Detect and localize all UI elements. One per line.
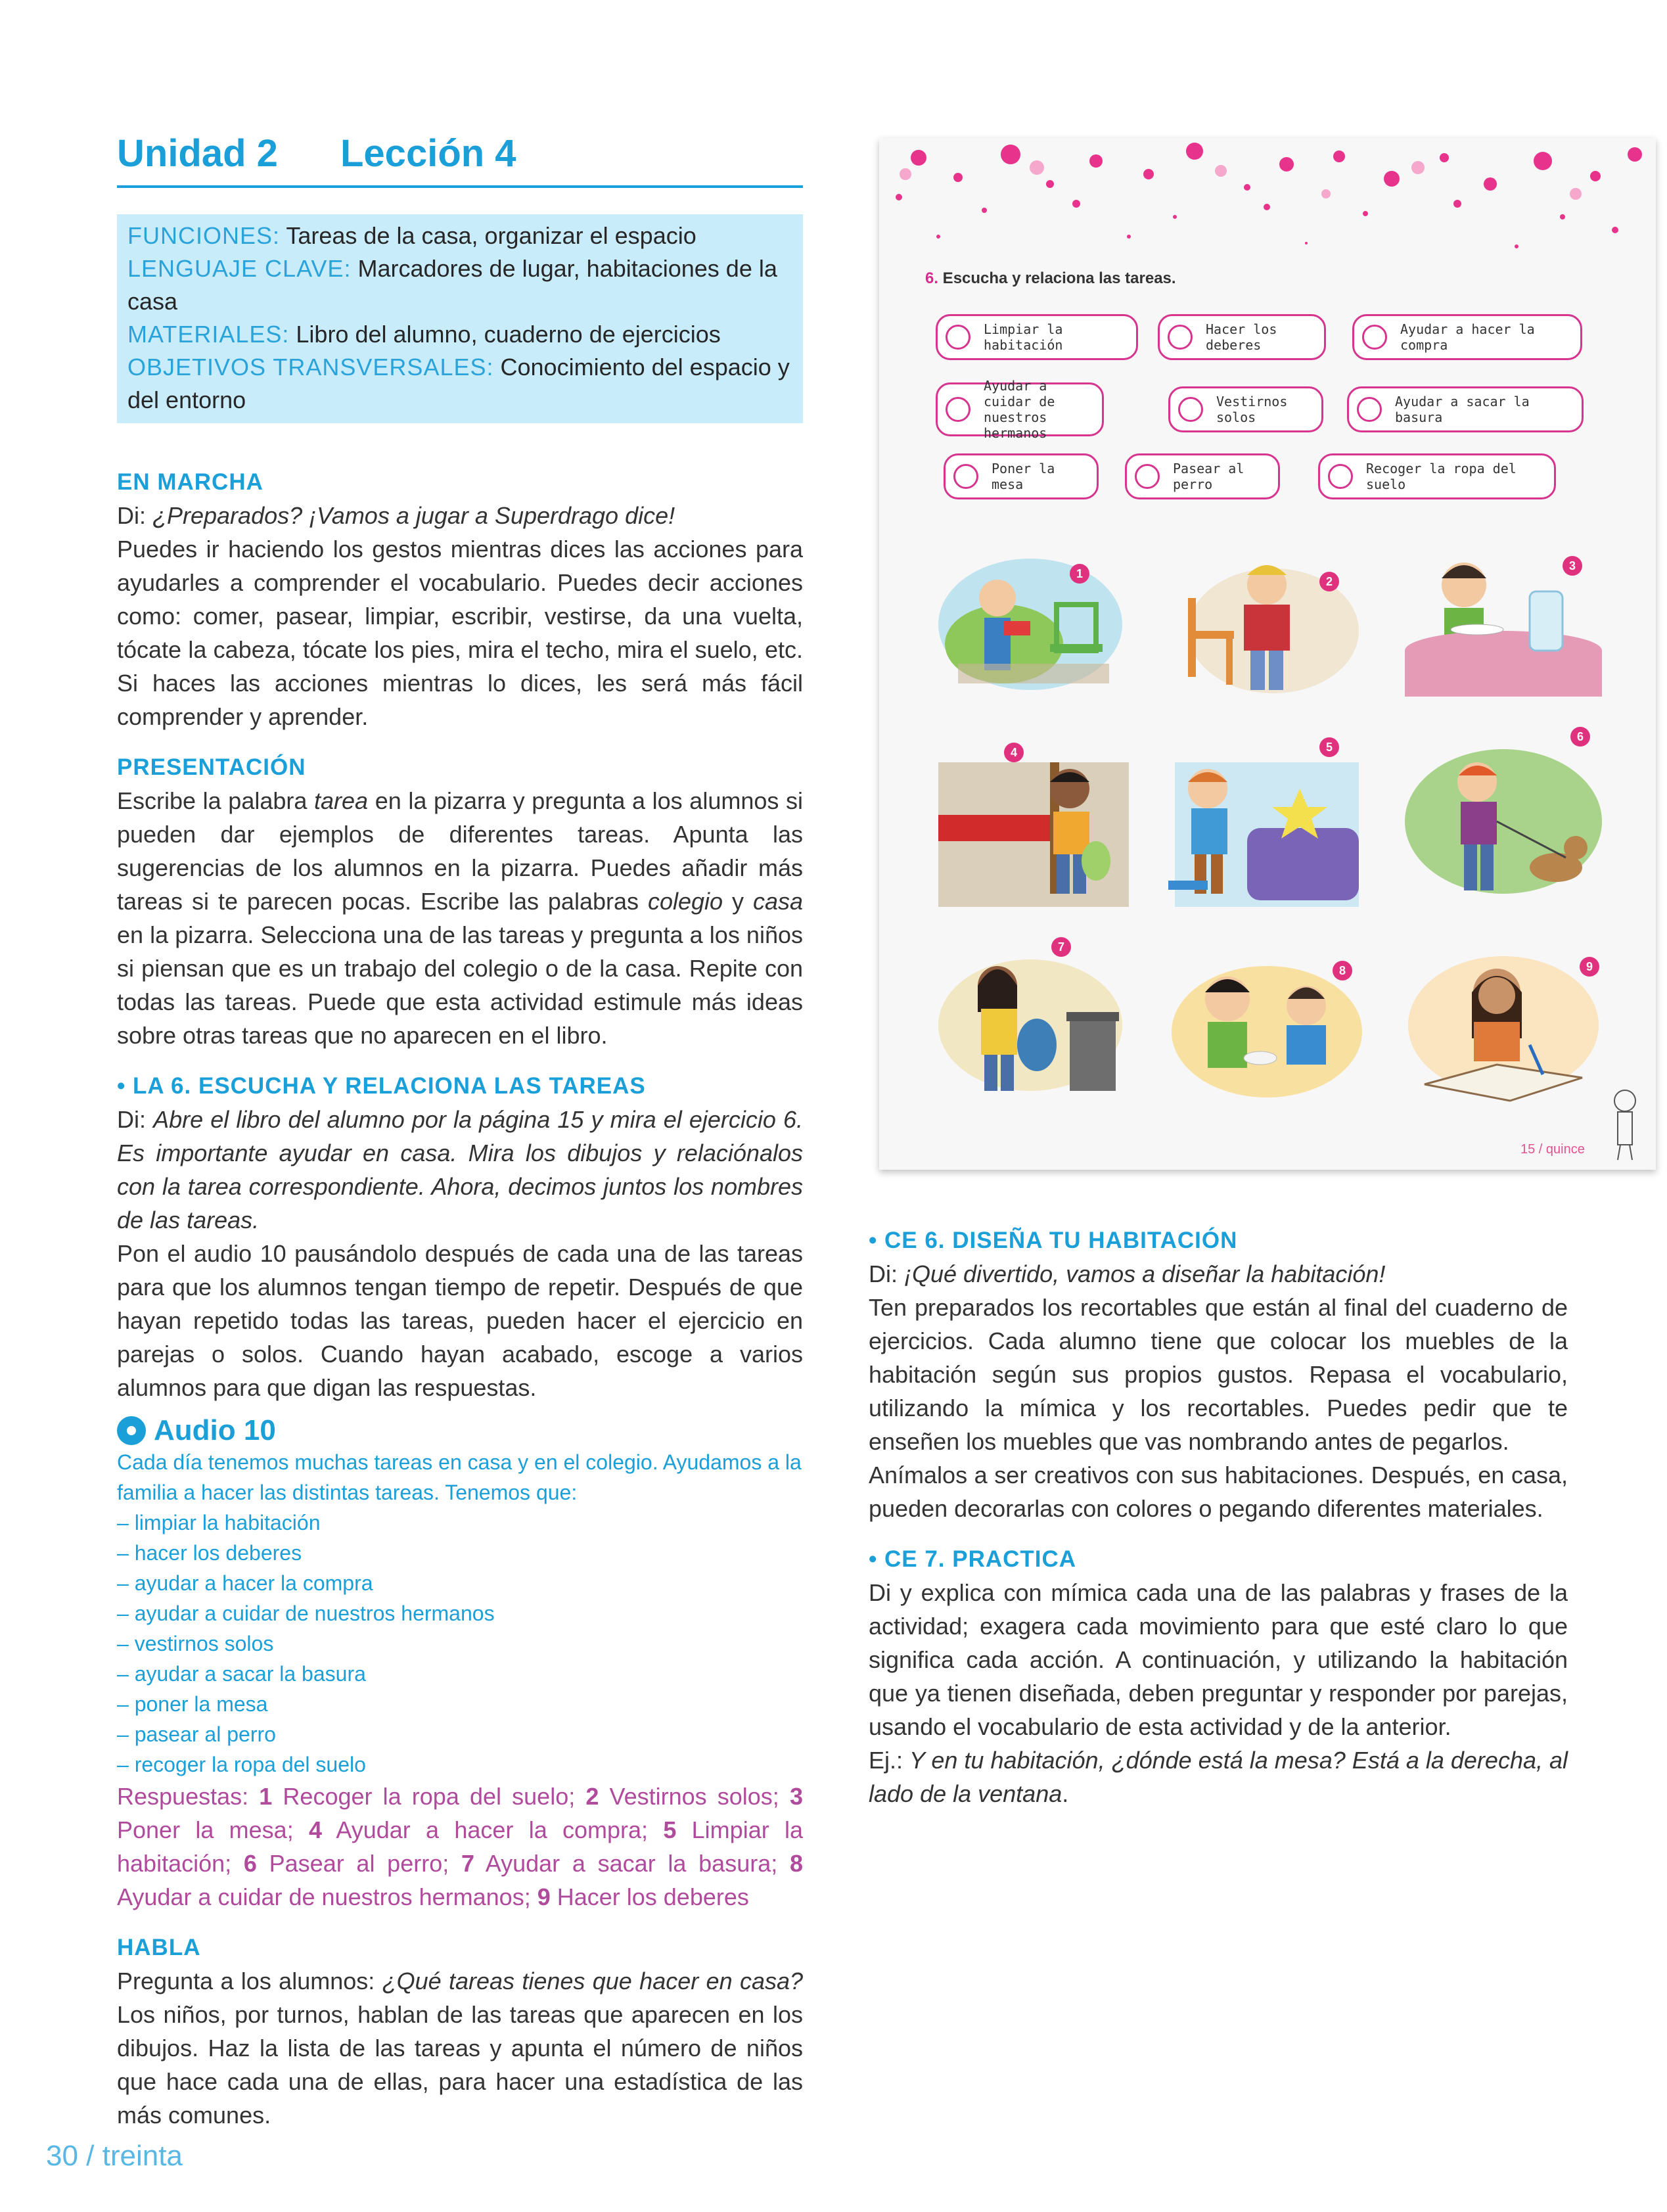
habla-heading: HABLA: [117, 1935, 201, 1960]
paint-splatter: [879, 138, 1656, 276]
ce6-di: Di: ¡Qué divertido, vamos a diseñar la habitación!: [869, 1260, 1386, 1287]
illustration-shopping: [932, 749, 1135, 913]
audio-icon[interactable]: [117, 1416, 146, 1445]
presentacion-heading: PRESENTACIÓN: [117, 754, 306, 780]
ce6-heading: • CE 6. DISEÑA TU HABITACIÓN: [869, 1228, 1238, 1253]
left-column: [117, 465, 803, 2132]
unit-title: Unidad 2: [117, 132, 278, 175]
answer-circle[interactable]: [946, 325, 971, 350]
presentacion-body: Escribe la palabra tarea en la pizarra y pregunta a los alumnos si pueden dar ejemplos de diferentes tareas. Apunta las sugerencias de los alumnos en la pizarra. Puedes añadir más tareas si te parecen pocas. Escribe las palabras colegio y casa en la pizarra. Selecciona una de las tareas y pregunta a los niños si piensan que es un trabajo del colegio o de la casa. Repite con todas las tareas. Puede que esta actividad estimule más ideas sobre otras tareas que no aparecen en el libro.: [117, 787, 803, 1049]
ce7-example: Ej.: Y en tu habitación, ¿dónde está la mesa? Está a la derecha, al lado de la ventana.: [869, 1747, 1568, 1807]
picture-number: 4: [1004, 743, 1024, 762]
en-marcha-body: Puedes ir haciendo los gestos mientras dices las acciones para ayudarles a comprender el vocabulario. Puedes decir acciones como: comer, pasear, limpiar, escribir, vestirse, da una vuelta, tócate la cabeza, tócate los pies, mira el techo, mira el suelo, etc. Si haces las acciones mientras lo dices, les será más fácil comprender y aprender.: [117, 536, 803, 730]
audio-item: – ayudar a hacer la compra: [117, 1571, 373, 1595]
materiales-key: MATERIALES:: [127, 321, 290, 348]
answer-circle[interactable]: [1357, 397, 1382, 422]
objetivos-key: OBJETIVOS TRANSVERSALES:: [127, 354, 494, 380]
audio-item: – vestirnos solos: [117, 1632, 274, 1655]
answer-circle[interactable]: [1178, 397, 1203, 422]
book-page-number: 15 / quince: [1520, 1142, 1585, 1157]
lenguaje-key: LENGUAJE CLAVE:: [127, 255, 352, 282]
answer-pill[interactable]: Limpiar la habitación: [936, 314, 1138, 360]
audio-intro: Cada día tenemos muchas tareas en casa y en el colegio. Ayudamos a la familia a hacer las distintas tareas. Tenemos que:: [117, 1450, 802, 1504]
exercise-title: 6. Escucha y relaciona las tareas.: [925, 269, 1176, 287]
ce6-body-2: Anímalos a ser creativos con sus habitaciones. Después, en casa, pueden decorarlas con colores o pegando diferentes materiales.: [869, 1462, 1568, 1522]
info-box: [117, 214, 803, 423]
picture-number: 6: [1570, 727, 1590, 747]
answer-pill[interactable]: Vestirnos solos: [1168, 386, 1323, 432]
answer-circle[interactable]: [953, 464, 978, 489]
answer-circle[interactable]: [1168, 325, 1193, 350]
answer-pill[interactable]: Pasear al perro: [1125, 453, 1280, 499]
answer-pill[interactable]: Poner la mesa: [944, 453, 1099, 499]
funciones-key: FUNCIONES:: [127, 222, 281, 249]
picture-number: 9: [1580, 957, 1599, 977]
picture-number: 1: [1070, 564, 1089, 584]
illustration-clothes-floor: [932, 545, 1135, 710]
audio-item: – ayudar a sacar la basura: [117, 1662, 366, 1686]
audio-transcript: [117, 1447, 803, 1780]
audio-item: – recoger la ropa del suelo: [117, 1753, 366, 1776]
answer-pill[interactable]: Ayudar a sacar la basura: [1347, 386, 1584, 432]
picture-number: 7: [1051, 937, 1071, 957]
answer-circle[interactable]: [946, 397, 971, 422]
ce6-body: Ten preparados los recortables que están al final del cuaderno de ejercicios. Cada alumno tiene que colocar los muebles de la habitación según sus propios gustos. Repasa el vocabulario, utilizando la mímica y los recortables. Puedes pedir que te enseñen los muebles que vas nombrando antes de pegarlos.: [869, 1294, 1568, 1455]
right-column: [869, 1224, 1568, 1810]
la6-heading: • LA 6. ESCUCHA Y RELACIONA LAS TAREAS: [117, 1073, 646, 1099]
audio-item: – ayudar a cuidar de nuestros hermanos: [117, 1601, 495, 1625]
answers: Respuestas: 1 Recoger la ropa del suelo; 2 Vestirnos solos; 3 Poner la mesa; 4 Ayudar a hacer la compra; 5 Limpiar la habitación; 6 Pasear al perro; 7 Ayudar a sacar la basura; 8 Ayudar a cuidar de nuestros hermanos; 9 Hacer los deberes: [117, 1783, 804, 1910]
illustration-dressing: [1162, 545, 1365, 710]
materiales-value: Libro del alumno, cuaderno de ejercicios: [296, 321, 721, 348]
picture-number: 2: [1319, 572, 1339, 591]
lesson-title: Lección 4: [340, 132, 516, 175]
illustration-clean-room: [1162, 749, 1365, 913]
audio-header: [117, 1414, 803, 1447]
picture-number: 3: [1563, 556, 1582, 576]
la6-body: Pon el audio 10 pausándolo después de cada una de las tareas para que los alumnos tengan tiempo de repetir. Después de que hayan repetido todas las tareas, pueden hacer el ejercicio en parejas o solos. Cuando hayan acabado, escoge a varios alumnos para que digan las respuestas.: [117, 1240, 803, 1401]
en-marcha-di: Di: ¿Preparados? ¡Vamos a jugar a Superdrago dice!: [117, 502, 675, 529]
answer-circle[interactable]: [1328, 464, 1353, 489]
picture-number: 5: [1319, 737, 1339, 757]
audio-item: – hacer los deberes: [117, 1541, 302, 1565]
ce7-body: Di y explica con mímica cada una de las palabras y frases de la actividad; exagera cada movimiento para que esté claro lo que significa cada acción. A continuación, y utilizando la habitación que ya tienen diseñada, deben preguntar y responder por parejas, usando el vocabulario de esta actividad y de la anterior.: [869, 1579, 1568, 1740]
page-number: 30 / treinta: [46, 2140, 183, 2172]
la6-di: Di: Abre el libro del alumno por la página 15 y mira el ejercicio 6. Es importante ayudar en casa. Mira los dibujos y relaciónalos con la tarea correspondiente. Ahora, decimos juntos los nombres de las tareas.: [117, 1106, 804, 1233]
answer-pill[interactable]: Hacer los deberes: [1158, 314, 1326, 360]
dragon-mascot-icon: [1609, 1084, 1641, 1163]
audio-item: – poner la mesa: [117, 1692, 268, 1716]
answer-pill[interactable]: Ayudar a hacer la compra: [1352, 314, 1582, 360]
answer-circle[interactable]: [1362, 325, 1387, 350]
answer-pill[interactable]: Ayudar a cuidar de nuestros hermanos: [936, 382, 1104, 436]
lenguaje-value: Marcadores de lugar, habitaciones de la casa: [127, 255, 777, 315]
funciones-value: Tareas de la casa, organizar el espacio: [286, 222, 696, 249]
picture-number: 8: [1333, 961, 1352, 980]
ce7-heading: • CE 7. PRACTICA: [869, 1546, 1077, 1572]
answer-circle[interactable]: [1135, 464, 1160, 489]
student-book-page: [879, 138, 1656, 1170]
header-rule: [117, 185, 803, 188]
en-marcha-heading: EN MARCHA: [117, 469, 263, 495]
objetivos-value: Conocimiento del espacio y del entorno: [127, 354, 790, 413]
answer-pill[interactable]: Recoger la ropa del suelo: [1318, 453, 1556, 499]
audio-item: – pasear al perro: [117, 1722, 276, 1746]
audio-item: – limpiar la habitación: [117, 1511, 321, 1534]
audio-title: Audio 10: [154, 1414, 276, 1446]
illustration-homework: [1398, 946, 1602, 1111]
illustration-walk-dog: [1398, 749, 1602, 913]
habla-body: Pregunta a los alumnos: ¿Qué tareas tienes que hacer en casa? Los niños, por turnos, hablan de las tareas que aparecen en los dibujos. Haz la lista de las tareas y apunta el número de niños que hace cada una de ellas, para hacer una estadística de las más comunes.: [117, 1968, 804, 2129]
illustration-trash: [932, 946, 1135, 1111]
